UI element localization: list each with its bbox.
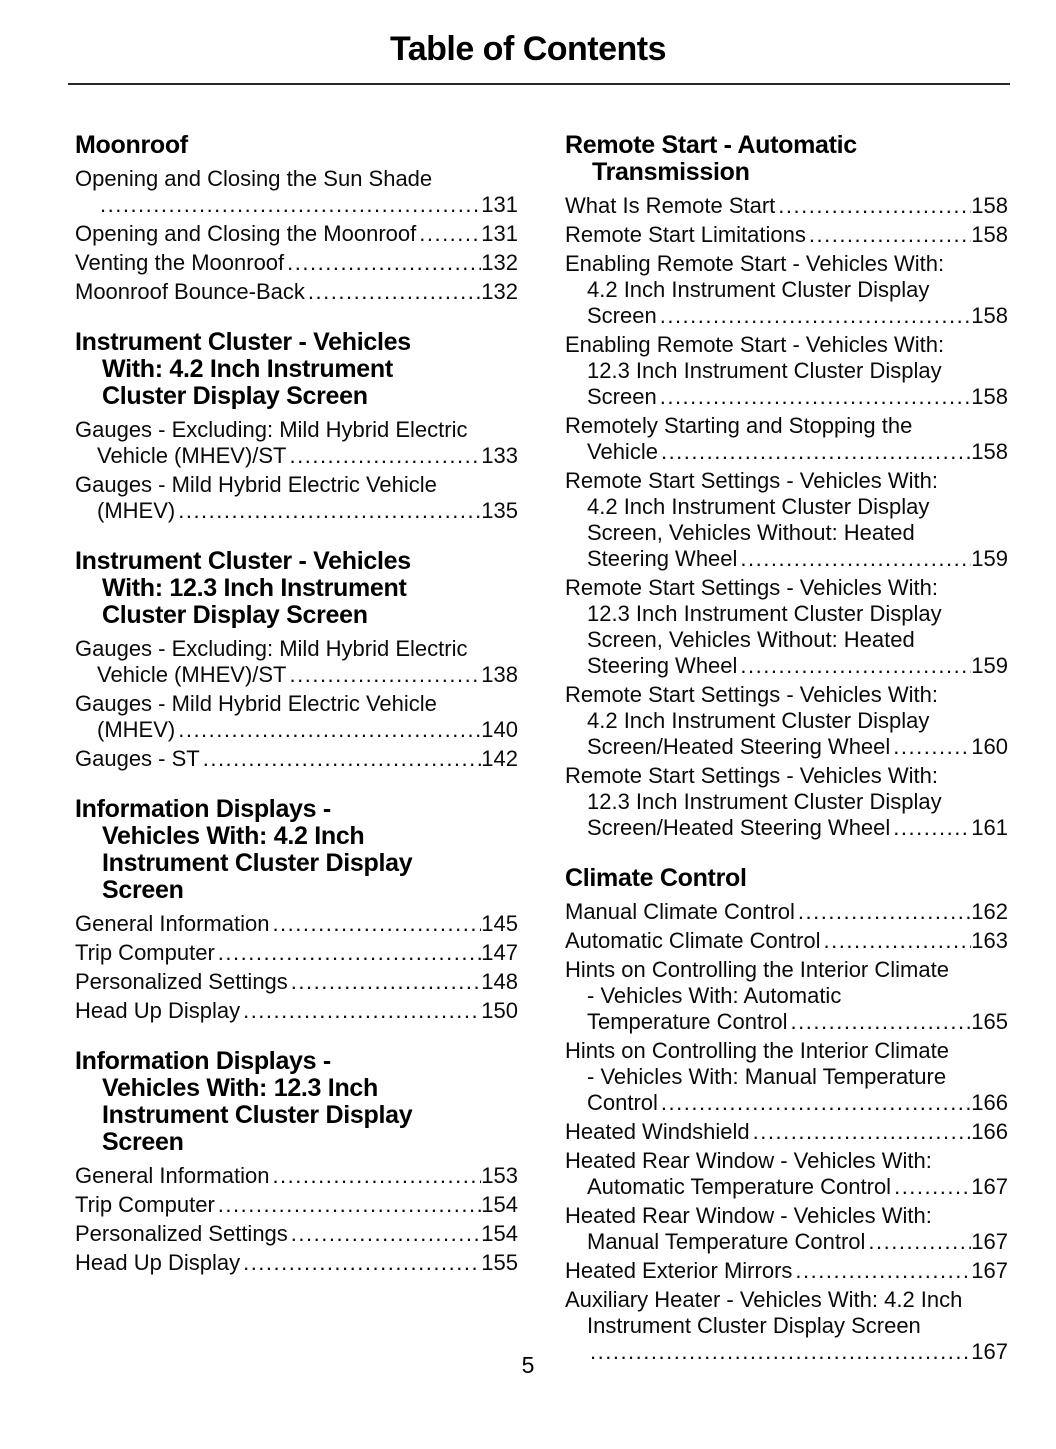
toc-entry[interactable]: [565, 575, 1008, 679]
toc-entry-line: [75, 279, 518, 305]
toc-entry-line: [565, 384, 1008, 410]
toc-entry-line: [75, 221, 518, 247]
entry-page-number: 159: [971, 546, 1008, 571]
toc-entry-line: Heated Rear Window - Vehicles With:: [565, 1203, 932, 1228]
section-heading-line: Moonroof: [75, 131, 188, 159]
toc-entry-label: Control: [587, 1090, 658, 1115]
toc-entry-label: Heated Exterior Mirrors: [565, 1258, 793, 1283]
toc-entry[interactable]: [75, 969, 518, 995]
entry-page-number: 160: [971, 734, 1008, 759]
toc-entry-line: [75, 1221, 518, 1247]
dot-leader: [791, 1009, 972, 1035]
toc-entry-label: Screen/Heated Steering Wheel: [587, 815, 891, 840]
toc-entry-line: Screen, Vehicles Without: Heated: [587, 627, 915, 652]
toc-columns: [0, 85, 1056, 1368]
toc-entry-line: Remote Start Settings - Vehicles With:: [565, 468, 938, 493]
toc-entry-line: [565, 1119, 1008, 1145]
toc-entry[interactable]: [565, 222, 1008, 248]
entry-page-number: 166: [971, 1119, 1008, 1144]
dot-leader: [778, 193, 971, 219]
toc-entry-line: Gauges - Excluding: Mild Hybrid Electric: [75, 417, 468, 442]
entry-page-number: 167: [971, 1258, 1008, 1283]
entry-page-number: 132: [481, 250, 518, 275]
section-heading: [75, 329, 518, 410]
entry-page-number: 132: [481, 279, 518, 304]
toc-entry-line: [75, 1163, 518, 1189]
toc-entry[interactable]: [565, 1258, 1008, 1284]
toc-entry-line: [75, 746, 518, 772]
section-heading-line: Instrument Cluster Display: [102, 1101, 413, 1129]
dot-leader: [660, 384, 972, 410]
toc-entry-label: Steering Wheel: [587, 653, 738, 678]
toc-entry-label: Screen: [587, 384, 657, 409]
toc-entry-line: [75, 717, 518, 743]
dot-leader: [291, 1221, 481, 1247]
toc-entry-label: Remote Start Limitations: [565, 222, 806, 247]
entry-page-number: 161: [971, 815, 1008, 840]
toc-entry-line: Remote Start Settings - Vehicles With:: [565, 575, 938, 600]
entry-page-number: 158: [971, 222, 1008, 247]
toc-entry-line: Instrument Cluster Display Screen: [587, 1313, 921, 1338]
section-heading: [75, 132, 518, 159]
toc-entry[interactable]: [565, 1119, 1008, 1145]
toc-entry[interactable]: [75, 1250, 518, 1276]
section-heading-line: Vehicles With: 4.2 Inch: [102, 822, 365, 850]
toc-entry-line: [565, 928, 1008, 954]
toc-entry[interactable]: [565, 928, 1008, 954]
entry-page-number: 154: [481, 1192, 518, 1217]
section-heading: [565, 865, 1008, 892]
dot-leader: [203, 746, 482, 772]
dot-leader: [290, 443, 482, 469]
dot-leader: [798, 899, 971, 925]
toc-section: [75, 548, 518, 772]
toc-entry-line: Enabling Remote Start - Vehicles With:: [565, 332, 945, 357]
toc-entry-label: Head Up Display: [75, 998, 241, 1023]
toc-entry-line: 4.2 Inch Instrument Cluster Display: [587, 708, 930, 733]
dot-leader: [660, 303, 972, 329]
toc-entry[interactable]: [75, 998, 518, 1024]
entry-page-number: 158: [971, 439, 1008, 464]
toc-entry[interactable]: [565, 193, 1008, 219]
entry-page-number: 166: [971, 1090, 1008, 1115]
dot-leader: [740, 653, 971, 679]
toc-entry-line: [565, 193, 1008, 219]
toc-column-right: [565, 132, 1008, 1368]
dot-leader: [287, 250, 481, 276]
section-heading: [75, 1048, 518, 1156]
toc-entry[interactable]: [75, 166, 518, 218]
toc-entry-line: Hints on Controlling the Interior Climate: [565, 1038, 949, 1063]
entry-page-number: 148: [481, 969, 518, 994]
toc-entry[interactable]: [75, 911, 518, 937]
toc-entry-label: Opening and Closing the Moonroof: [75, 221, 417, 246]
dot-leader: [308, 279, 481, 305]
dot-leader: [419, 221, 481, 247]
entry-page-number: 150: [481, 998, 518, 1023]
toc-entry-line: 4.2 Inch Instrument Cluster Display: [587, 494, 930, 519]
toc-entry-line: Gauges - Mild Hybrid Electric Vehicle: [75, 472, 437, 497]
dot-leader: [272, 911, 481, 937]
entry-page-number: 131: [481, 221, 518, 246]
toc-column-left: [75, 132, 518, 1279]
dot-leader: [178, 717, 481, 743]
toc-entry-label: Personalized Settings: [75, 1221, 288, 1246]
toc-entry-line: [565, 1258, 1008, 1284]
toc-entry-line: [565, 546, 1008, 572]
entry-page-number: 158: [971, 384, 1008, 409]
entry-page-number: 153: [481, 1163, 518, 1188]
section-heading-line: Instrument Cluster - Vehicles: [75, 328, 411, 356]
toc-entry-line: [565, 1009, 1008, 1035]
toc-entry-line: [75, 1192, 518, 1218]
toc-entry[interactable]: [75, 279, 518, 305]
toc-entry-label: (MHEV): [97, 717, 176, 742]
toc-entry-label: Trip Computer: [75, 940, 215, 965]
section-heading: [565, 132, 1008, 186]
toc-entry-line: Gauges - Excluding: Mild Hybrid Electric: [75, 636, 468, 661]
entry-page-number: 158: [971, 303, 1008, 328]
toc-entry-label: General Information: [75, 911, 270, 936]
toc-entry[interactable]: [565, 251, 1008, 329]
toc-entry[interactable]: [75, 940, 518, 966]
toc-entry-line: Screen, Vehicles Without: Heated: [587, 520, 915, 545]
toc-entry-line: - Vehicles With: Automatic: [587, 983, 842, 1008]
toc-entry-label: Heated Windshield: [565, 1119, 750, 1144]
toc-entry-line: [565, 303, 1008, 329]
toc-entry-line: [75, 911, 518, 937]
section-heading-line: Instrument Cluster Display: [102, 849, 413, 877]
toc-entry-line: Hints on Controlling the Interior Climate: [565, 957, 949, 982]
toc-entry[interactable]: [565, 1038, 1008, 1116]
section-heading-line: Information Displays -: [75, 795, 331, 823]
toc-section: [75, 796, 518, 1024]
footer-page-number: 5: [521, 1352, 535, 1378]
toc-entry[interactable]: [565, 899, 1008, 925]
dot-leader: [753, 1119, 972, 1145]
toc-entry-line: [565, 222, 1008, 248]
toc-entry[interactable]: [565, 682, 1008, 760]
toc-entry-label: Temperature Control: [587, 1009, 788, 1034]
dot-leader: [661, 439, 971, 465]
entry-page-number: 165: [971, 1009, 1008, 1034]
toc-entry-label: Screen: [587, 303, 657, 328]
toc-entry-line: Gauges - Mild Hybrid Electric Vehicle: [75, 691, 437, 716]
entry-page-number: 131: [481, 192, 518, 217]
toc-section: [75, 1048, 518, 1276]
toc-entry-line: Remotely Starting and Stopping the: [565, 413, 913, 438]
toc-entry[interactable]: [75, 250, 518, 276]
entry-page-number: 167: [971, 1229, 1008, 1254]
toc-entry-line: [565, 734, 1008, 760]
entry-page-number: 162: [971, 899, 1008, 924]
section-heading-line: Cluster Display Screen: [102, 601, 368, 629]
entry-page-number: 138: [481, 662, 518, 687]
toc-entry-line: [565, 899, 1008, 925]
entry-page-number: 135: [481, 498, 518, 523]
section-heading-line: Remote Start - Automatic: [565, 131, 857, 159]
dot-leader: [218, 1192, 482, 1218]
entry-page-number: 158: [971, 193, 1008, 218]
dot-leader: [178, 498, 481, 524]
toc-entry[interactable]: [75, 221, 518, 247]
toc-entry-line: [565, 1174, 1008, 1200]
toc-entry-label: Vehicle (MHEV)/ST: [97, 662, 287, 687]
entry-page-number: 145: [481, 911, 518, 936]
toc-section: [75, 132, 518, 305]
dot-leader: [291, 969, 481, 995]
entry-page-number: 154: [481, 1221, 518, 1246]
toc-entry[interactable]: [75, 417, 518, 469]
section-heading-line: Cluster Display Screen: [102, 382, 368, 410]
toc-entry-line: [75, 1250, 518, 1276]
toc-entry[interactable]: [565, 957, 1008, 1035]
dot-leader: [894, 1174, 971, 1200]
dot-leader: [824, 928, 972, 954]
dot-leader: [661, 1090, 971, 1116]
toc-entry[interactable]: [565, 468, 1008, 572]
section-heading: [75, 796, 518, 904]
toc-entry-line: [75, 443, 518, 469]
entry-page-number: 133: [481, 443, 518, 468]
toc-entry[interactable]: [565, 413, 1008, 465]
section-heading-line: Transmission: [592, 158, 750, 186]
dot-leader: [893, 815, 971, 841]
entry-page-number: 167: [971, 1339, 1008, 1364]
toc-entry[interactable]: [75, 636, 518, 688]
toc-entry[interactable]: [565, 1203, 1008, 1255]
section-heading-line: With: 12.3 Inch Instrument: [102, 574, 407, 602]
toc-section: [565, 865, 1008, 1365]
toc-entry-line: Remote Start Settings - Vehicles With:: [565, 682, 938, 707]
toc-entry-line: [565, 653, 1008, 679]
section-heading: [75, 548, 518, 629]
toc-entry[interactable]: [75, 691, 518, 743]
toc-entry-label: General Information: [75, 1163, 270, 1188]
toc-section: [565, 132, 1008, 841]
toc-entry[interactable]: [75, 1221, 518, 1247]
toc-entry-line: [565, 1229, 1008, 1255]
dot-leader: [272, 1163, 481, 1189]
toc-entry-line: [565, 815, 1008, 841]
toc-entry-label: Head Up Display: [75, 1250, 241, 1275]
page-title: Table of Contents: [389, 30, 667, 68]
entry-page-number: 159: [971, 653, 1008, 678]
dot-leader: [740, 546, 971, 572]
toc-entry[interactable]: [75, 1192, 518, 1218]
dot-leader: [795, 1258, 971, 1284]
toc-entry-line: 12.3 Inch Instrument Cluster Display: [587, 789, 942, 814]
toc-entry-line: Auxiliary Heater - Vehicles With: 4.2 Inch: [565, 1287, 963, 1312]
section-heading-line: Instrument Cluster - Vehicles: [75, 547, 411, 575]
toc-entry-label: Manual Temperature Control: [587, 1229, 866, 1254]
toc-section: [75, 329, 518, 524]
toc-entry-label: Vehicle: [587, 439, 658, 464]
dot-leader: [893, 734, 971, 760]
entry-page-number: 140: [481, 717, 518, 742]
toc-entry-line: [565, 1090, 1008, 1116]
dot-leader: [868, 1229, 971, 1255]
toc-entry-label: What Is Remote Start: [565, 193, 776, 218]
entry-page-number: 147: [481, 940, 518, 965]
toc-entry[interactable]: [75, 746, 518, 772]
toc-entry-line: 12.3 Inch Instrument Cluster Display: [587, 358, 942, 383]
toc-entry[interactable]: [565, 763, 1008, 841]
entry-page-number: 167: [971, 1174, 1008, 1199]
toc-entry-label: Manual Climate Control: [565, 899, 795, 924]
toc-entry-line: [75, 662, 518, 688]
toc-entry-line: Enabling Remote Start - Vehicles With:: [565, 251, 945, 276]
toc-entry-label: Automatic Climate Control: [565, 928, 821, 953]
toc-entry-line: Opening and Closing the Sun Shade: [75, 166, 433, 191]
dot-leader: [243, 998, 481, 1024]
toc-entry-line: [75, 998, 518, 1024]
toc-entry-line: [75, 192, 518, 218]
toc-entry-label: Steering Wheel: [587, 546, 738, 571]
dot-leader: [218, 940, 482, 966]
toc-entry-line: [75, 969, 518, 995]
toc-entry-label: Vehicle (MHEV)/ST: [97, 443, 287, 468]
toc-entry-line: [75, 940, 518, 966]
dot-leader: [243, 1250, 481, 1276]
toc-entry-label: (MHEV): [97, 498, 176, 523]
toc-entry[interactable]: [565, 332, 1008, 410]
toc-entry[interactable]: [75, 472, 518, 524]
toc-entry-label: Automatic Temperature Control: [587, 1174, 892, 1199]
toc-entry-label: Personalized Settings: [75, 969, 288, 994]
section-heading-line: Information Displays -: [75, 1047, 331, 1075]
toc-entry-line: 4.2 Inch Instrument Cluster Display: [587, 277, 930, 302]
section-heading-line: Screen: [102, 1128, 184, 1156]
toc-entry-label: Venting the Moonroof: [75, 250, 285, 275]
dot-leader: [290, 662, 482, 688]
toc-entry-line: [75, 498, 518, 524]
entry-page-number: 155: [481, 1250, 518, 1275]
toc-entry[interactable]: [75, 1163, 518, 1189]
entry-page-number: 163: [971, 928, 1008, 953]
toc-entry-line: Heated Rear Window - Vehicles With:: [565, 1148, 932, 1173]
section-heading-line: Vehicles With: 12.3 Inch: [102, 1074, 379, 1102]
section-heading-line: Climate Control: [565, 864, 747, 892]
entry-page-number: 142: [481, 746, 518, 771]
toc-entry-label: Trip Computer: [75, 1192, 215, 1217]
toc-entry-line: 12.3 Inch Instrument Cluster Display: [587, 601, 942, 626]
toc-entry-line: Remote Start Settings - Vehicles With:: [565, 763, 938, 788]
toc-entry-label: Screen/Heated Steering Wheel: [587, 734, 891, 759]
toc-entry-line: [75, 250, 518, 276]
dot-leader: [100, 192, 481, 218]
toc-entry-label: Gauges - ST: [75, 746, 200, 771]
toc-entry-line: [565, 439, 1008, 465]
section-heading-line: Screen: [102, 876, 184, 904]
toc-entry-line: - Vehicles With: Manual Temperature: [587, 1064, 947, 1089]
toc-entry-label: Moonroof Bounce-Back: [75, 279, 305, 304]
dot-leader: [809, 222, 971, 248]
toc-entry[interactable]: [565, 1148, 1008, 1200]
section-heading-line: With: 4.2 Inch Instrument: [102, 355, 393, 383]
